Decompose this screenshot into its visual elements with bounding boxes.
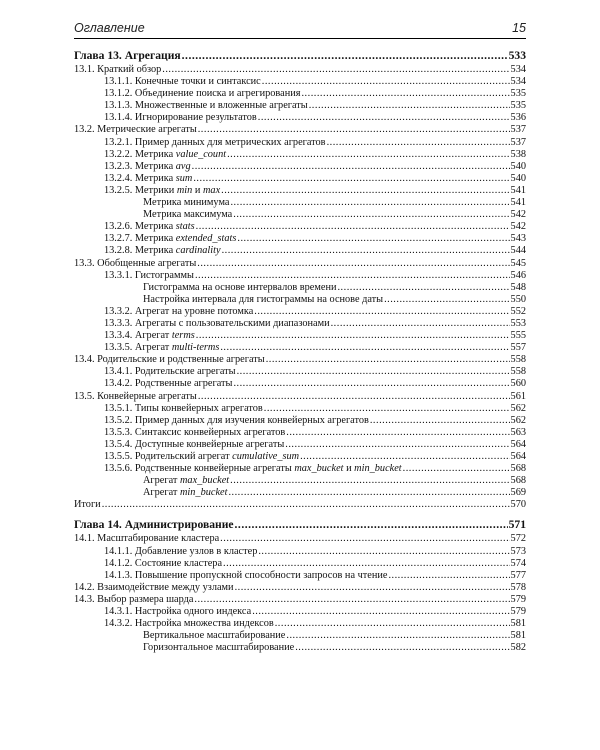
dot-leader: [286, 630, 509, 642]
toc-page-number: 558: [510, 354, 526, 366]
toc-entry[interactable]: [74, 378, 526, 390]
toc-entry-title: [104, 439, 284, 451]
dot-leader: [192, 161, 510, 173]
toc-entry-title: [104, 463, 402, 475]
toc-entry-text: Агрегат: [143, 487, 180, 499]
dot-leader: [286, 427, 509, 439]
toc-entry-text: 13.1.1. Конечные точки и синтаксис: [104, 76, 261, 88]
toc-page-number: 541: [510, 197, 526, 209]
toc-entry-text: 13.3.3. Агрегаты с пользовательскими диапазонами: [104, 317, 330, 329]
toc-entry-title: [143, 294, 383, 306]
toc-entry-text: 13.2.2. Метрика: [104, 148, 176, 160]
toc-entry-text: 13.1. Краткий обзор: [74, 64, 162, 75]
toc-page-number: 564: [510, 451, 526, 462]
toc-entry-title: [104, 415, 369, 427]
toc-entry-text: 13.3.5. Агрегат: [104, 342, 172, 354]
toc-entry[interactable]: [74, 306, 526, 318]
toc-entry-title: [74, 124, 197, 136]
dot-leader: [235, 516, 508, 533]
toc-entry-text: 13.4.2. Родственные агрегаты: [104, 378, 233, 390]
toc-entry-title: [104, 378, 232, 390]
dot-leader: [262, 76, 510, 88]
toc-page-number: 557: [510, 342, 526, 354]
toc-entry-code-term: min_bucket: [354, 463, 402, 475]
toc-entry-title: [104, 318, 330, 330]
toc-entry-code-term: cumulative_sum: [232, 451, 300, 462]
toc-entry[interactable]: [74, 391, 526, 403]
toc-entry-conjunction: и: [343, 463, 355, 475]
header-title: Оглавление: [74, 21, 145, 35]
dot-leader: [331, 318, 510, 330]
toc-entry-text: 13.4. Родительские и родственные агрегаты: [74, 354, 265, 366]
toc-entry-text: 13.1.4. Игнорирование результатов: [104, 112, 257, 124]
toc-entry-text: 13.2.4. Метрика: [104, 172, 176, 184]
toc-entry-text: 14.1.2. Состояние кластера: [104, 557, 223, 569]
dot-leader: [196, 330, 510, 342]
toc-entry-text: Агрегат: [143, 475, 180, 487]
dot-leader: [285, 439, 509, 451]
toc-entry-text: 14.3.2. Настройка множества индексов: [104, 618, 274, 630]
toc-page-number: 562: [510, 414, 526, 426]
toc-entry-title: [104, 88, 300, 100]
toc-entry-title: [74, 258, 196, 270]
toc-entry-title: [143, 630, 285, 642]
toc-entry[interactable]: [74, 403, 526, 415]
toc-entry-text: 13.3.4. Агрегат: [104, 330, 172, 342]
toc-entry-text: 13.5. Конвейерные агрегаты: [74, 390, 197, 402]
dot-leader: [222, 245, 510, 257]
toc-entry-code-term: extended_stats: [175, 233, 237, 245]
dot-leader: [258, 546, 509, 558]
toc-entry-title: [104, 149, 226, 161]
toc-entry[interactable]: [74, 100, 526, 112]
toc-entry-text: 13.5.5. Родительский агрегат: [104, 451, 233, 462]
dot-leader: [403, 463, 510, 475]
toc-page-number: 562: [510, 402, 526, 414]
toc-entry-text: 13.5.1. Типы конвейерных агрегатов: [104, 402, 263, 414]
toc-entry-text: 13.2.1. Пример данных для метрических агрегатов: [104, 136, 326, 148]
toc-page-number: 538: [510, 148, 526, 160]
toc-entry-code-term: sum: [175, 172, 193, 184]
toc-entry-text: 13.5.4. Доступные конвейерные агрегаты: [104, 438, 285, 450]
toc-page-number: 542: [510, 209, 526, 221]
toc-page-number: 535: [510, 88, 526, 100]
toc-entry-code-term: terms: [171, 330, 195, 342]
toc-page-number: 555: [510, 330, 526, 342]
dot-leader: [388, 570, 509, 582]
toc-entry[interactable]: [74, 88, 526, 100]
toc-entry-text: 13.3.2. Агрегат на уровне потомка: [104, 305, 254, 317]
toc-entry-title: [143, 209, 232, 221]
toc-entry-title: [104, 330, 195, 342]
toc-page-number: 568: [510, 463, 526, 475]
toc-entry-code-term: max_bucket: [294, 463, 344, 475]
toc-page-number: 561: [510, 390, 526, 402]
toc-entry[interactable]: [74, 342, 526, 354]
toc-entry[interactable]: [74, 233, 526, 245]
dot-leader: [300, 451, 509, 463]
dot-leader: [230, 475, 509, 487]
toc-page-number: 553: [510, 317, 526, 329]
toc-entry-text: 14.1. Масштабирование кластера: [74, 533, 220, 545]
toc-entry-title: [104, 451, 299, 463]
dot-leader: [327, 137, 510, 149]
toc-entry-title: [74, 582, 234, 594]
toc-entry-title: [104, 546, 257, 558]
toc-entry-text: Глава 13. Агрегация: [74, 49, 181, 62]
toc-entry-title: [104, 306, 253, 318]
toc-entry[interactable]: [74, 270, 526, 282]
toc-entry-title: [104, 245, 221, 257]
toc-entry-text: 14.3.1. Настройка одного индекса: [104, 606, 252, 618]
toc-entry[interactable]: [74, 221, 526, 233]
toc-page-number: 564: [510, 438, 526, 450]
toc-entry-code-term: stats: [175, 221, 195, 233]
toc-page-number: 546: [510, 269, 526, 281]
dot-leader: [295, 642, 509, 654]
toc-entry-text: 14.1.3. Повышение пропускной способности запросов на чтение: [104, 569, 388, 581]
dot-leader: [195, 270, 510, 282]
toc-entry-code-term: cardinality: [175, 245, 221, 257]
toc-entry-title: [143, 197, 229, 209]
toc-entry-title: [104, 112, 257, 124]
toc-entry-text: 13.2.8. Метрика: [104, 245, 176, 257]
toc-entry-title: [74, 391, 197, 403]
dot-leader: [254, 306, 509, 318]
toc-entry-title: [104, 427, 285, 439]
dot-leader: [182, 47, 508, 64]
toc-entry[interactable]: [74, 245, 526, 257]
toc-chapter-entry[interactable]: [74, 516, 526, 533]
dot-leader: [384, 294, 509, 306]
toc-page-number: 581: [510, 618, 526, 630]
toc-entry-title: [104, 570, 387, 582]
dot-leader: [237, 233, 509, 245]
toc-entry-text: Горизонтальное масштабирование: [143, 642, 295, 654]
toc-page-number: 540: [510, 172, 526, 184]
toc-page-number: 537: [510, 136, 526, 148]
toc-page-number: 552: [510, 305, 526, 317]
dot-leader: [228, 487, 509, 499]
toc-entry-title: [74, 499, 101, 511]
toc-entry-text: 13.3.1. Гистограммы: [104, 269, 194, 281]
dot-leader: [220, 342, 509, 354]
toc-entry-text: 13.3. Обобщенные агрегаты: [74, 257, 197, 269]
toc-entry-title: [74, 533, 219, 545]
toc-entry[interactable]: [74, 173, 526, 185]
toc-entry-text: 13.4.1. Родительские агрегаты: [104, 366, 236, 378]
toc-entry-text: Метрика максимума: [143, 209, 233, 221]
toc-page-number: 572: [510, 533, 526, 545]
toc-entry[interactable]: [74, 463, 526, 475]
toc-entry-title: [104, 606, 251, 618]
dot-leader: [264, 403, 510, 415]
dot-leader: [197, 258, 509, 270]
toc-page-number: 573: [510, 545, 526, 557]
dot-leader: [233, 209, 509, 221]
toc-page-number: 533: [508, 49, 526, 62]
toc-page-number: 568: [510, 475, 526, 487]
dot-leader: [252, 606, 509, 618]
toc-entry-text: 13.5.6. Родственные конвейерные агрегаты: [104, 463, 295, 475]
toc-entry-text: Вертикальное масштабирование: [143, 630, 286, 642]
toc-entry-title: [104, 173, 192, 185]
toc-page-number: 579: [510, 593, 526, 605]
toc-entry[interactable]: [74, 354, 526, 366]
dot-leader: [237, 366, 510, 378]
toc-entry[interactable]: [74, 582, 526, 594]
toc-page-number: 571: [508, 518, 526, 532]
toc-page-number: 563: [510, 426, 526, 438]
toc-entry-title: [104, 342, 219, 354]
dot-leader: [194, 594, 509, 606]
toc-entry-text: 14.2. Взаимодействие между узлами: [74, 581, 234, 593]
toc-entry-title: [74, 47, 181, 64]
toc-entry-text: Настройка интервала для гистограммы на основе даты: [143, 293, 384, 305]
toc-entry[interactable]: [74, 475, 526, 487]
toc-entry-code-term: avg: [175, 160, 191, 172]
dot-leader: [221, 185, 509, 197]
toc-entry-text: 13.5.3. Синтаксис конвейерных агрегатов: [104, 426, 286, 438]
toc-entry-text: 13.1.3. Множественные и вложенные агрегаты: [104, 100, 308, 112]
dot-leader: [162, 64, 509, 76]
toc-entry-conjunction: и: [192, 184, 203, 196]
toc-entry-title: [104, 161, 191, 173]
toc-page-number: 570: [510, 499, 526, 511]
toc-entry[interactable]: [74, 594, 526, 606]
toc-entry[interactable]: [74, 161, 526, 173]
toc-entry[interactable]: [74, 185, 526, 197]
toc-entry[interactable]: [74, 294, 526, 306]
toc-entry-text: Метрика минимума: [143, 197, 230, 209]
toc-entry[interactable]: [74, 197, 526, 209]
toc-page-number: 569: [510, 487, 526, 499]
toc-page-number: 543: [510, 233, 526, 245]
toc-page-number: 545: [510, 257, 526, 269]
dot-leader: [223, 558, 510, 570]
toc-entry-text: 13.5.2. Пример данных для изучения конвейерных агрегатов: [104, 414, 369, 426]
toc-chapter-entry[interactable]: [74, 47, 526, 64]
toc-page-number: 579: [510, 606, 526, 618]
toc-entry[interactable]: [74, 149, 526, 161]
toc-page-number: 544: [510, 245, 526, 257]
toc-page-number: 577: [510, 569, 526, 581]
toc-page-number: 537: [510, 124, 526, 136]
toc-entry-title: [104, 366, 236, 378]
dot-leader: [102, 499, 510, 511]
toc-entry[interactable]: [74, 209, 526, 221]
dot-leader: [193, 173, 509, 185]
toc-entry-title: [104, 221, 195, 233]
toc-entry-title: [104, 185, 220, 197]
toc-entry-title: [74, 64, 161, 76]
toc-entry-text: 13.1.2. Объединение поиска и агрегирования: [104, 88, 301, 100]
toc-entry-title: [104, 270, 194, 282]
dot-leader: [220, 533, 509, 545]
toc-page-number: 534: [510, 64, 526, 75]
toc-entry-code-term: min: [176, 184, 193, 196]
toc-entry[interactable]: [74, 330, 526, 342]
dot-leader: [235, 582, 510, 594]
running-header: [74, 20, 526, 39]
toc-entry-title: [104, 233, 236, 245]
toc-entry-title: [104, 100, 308, 112]
toc-entry[interactable]: [74, 76, 526, 88]
toc-entry[interactable]: [74, 439, 526, 451]
toc-entry[interactable]: [74, 427, 526, 439]
toc-entry[interactable]: [74, 558, 526, 570]
toc-entry[interactable]: [74, 487, 526, 499]
dot-leader: [275, 618, 510, 630]
toc-page-number: 560: [510, 378, 526, 390]
toc-page-number: 548: [510, 281, 526, 293]
toc-entry-text: 13.2.3. Метрика: [104, 160, 176, 172]
toc-page-number: 581: [510, 630, 526, 642]
toc-entry-code-term: min_bucket: [179, 487, 228, 499]
toc-entry[interactable]: [74, 64, 526, 76]
header-page-number: 15: [512, 21, 526, 35]
toc-entry-text: Итоги: [74, 499, 101, 511]
toc-entry-code-term: value_count: [175, 148, 227, 160]
toc-entry-title: [143, 642, 294, 654]
toc-page-number: 536: [510, 112, 526, 124]
toc-page-number: 574: [510, 557, 526, 569]
toc-page-number: 578: [510, 581, 526, 593]
toc-entry[interactable]: [74, 451, 526, 463]
dot-leader: [198, 391, 510, 403]
toc-entry-title: [74, 516, 234, 533]
table-of-contents: [74, 47, 526, 654]
toc-entry-title: [143, 487, 227, 499]
toc-entry-text: 13.2.7. Метрика: [104, 233, 176, 245]
toc-entry-code-term: max: [202, 184, 221, 196]
toc-entry[interactable]: [74, 137, 526, 149]
toc-entry-text: 13.2. Метрические агрегаты: [74, 124, 197, 136]
toc-entry[interactable]: [74, 630, 526, 642]
toc-entry-text: 13.2.5. Метрики: [104, 184, 177, 196]
toc-entry-title: [104, 403, 263, 415]
toc-entry[interactable]: [74, 642, 526, 654]
dot-leader: [309, 100, 510, 112]
toc-entry[interactable]: [74, 112, 526, 124]
toc-entry[interactable]: [74, 570, 526, 582]
toc-entry[interactable]: [74, 258, 526, 270]
dot-leader: [230, 197, 509, 209]
toc-entry[interactable]: [74, 415, 526, 427]
toc-entry[interactable]: [74, 124, 526, 136]
dot-leader: [227, 149, 509, 161]
dot-leader: [258, 112, 510, 124]
toc-entry[interactable]: [74, 499, 526, 511]
toc-entry-text: 14.3. Выбор размера шарда: [74, 593, 194, 605]
toc-entry-title: [104, 137, 326, 149]
toc-entry-title: [104, 558, 222, 570]
toc-page-number: 535: [510, 100, 526, 112]
dot-leader: [337, 282, 509, 294]
dot-leader: [301, 88, 509, 100]
toc-entry-code-term: max_bucket: [179, 475, 230, 487]
dot-leader: [198, 124, 510, 136]
toc-page-number: 534: [510, 76, 526, 88]
toc-entry[interactable]: [74, 318, 526, 330]
toc-entry[interactable]: [74, 606, 526, 618]
toc-entry[interactable]: [74, 618, 526, 630]
dot-leader: [266, 354, 510, 366]
toc-entry-title: [143, 282, 336, 294]
toc-entry-title: [143, 475, 229, 487]
toc-entry[interactable]: [74, 533, 526, 545]
toc-entry[interactable]: [74, 282, 526, 294]
toc-page-number: 541: [510, 184, 526, 196]
dot-leader: [196, 221, 510, 233]
toc-entry[interactable]: [74, 546, 526, 558]
toc-entry-title: [74, 354, 265, 366]
toc-entry-code-term: multi-terms: [171, 342, 220, 354]
toc-page-number: 540: [510, 160, 526, 172]
toc-page-number: 550: [510, 293, 526, 305]
toc-entry-text: Глава 14. Администрирование: [74, 518, 234, 532]
dot-leader: [233, 378, 509, 390]
toc-entry-text: 14.1.1. Добавление узлов в кластер: [104, 545, 258, 557]
dot-leader: [370, 415, 510, 427]
toc-page-number: 582: [510, 642, 526, 654]
toc-entry-text: 13.2.6. Метрика: [104, 221, 176, 233]
toc-page-number: 542: [510, 221, 526, 233]
toc-page-number: 558: [510, 366, 526, 378]
toc-entry-text: Гистограмма на основе интервалов времени: [143, 281, 337, 293]
toc-entry[interactable]: [74, 366, 526, 378]
toc-entry-title: [104, 618, 274, 630]
toc-entry-title: [104, 76, 261, 88]
toc-entry-title: [74, 594, 193, 606]
